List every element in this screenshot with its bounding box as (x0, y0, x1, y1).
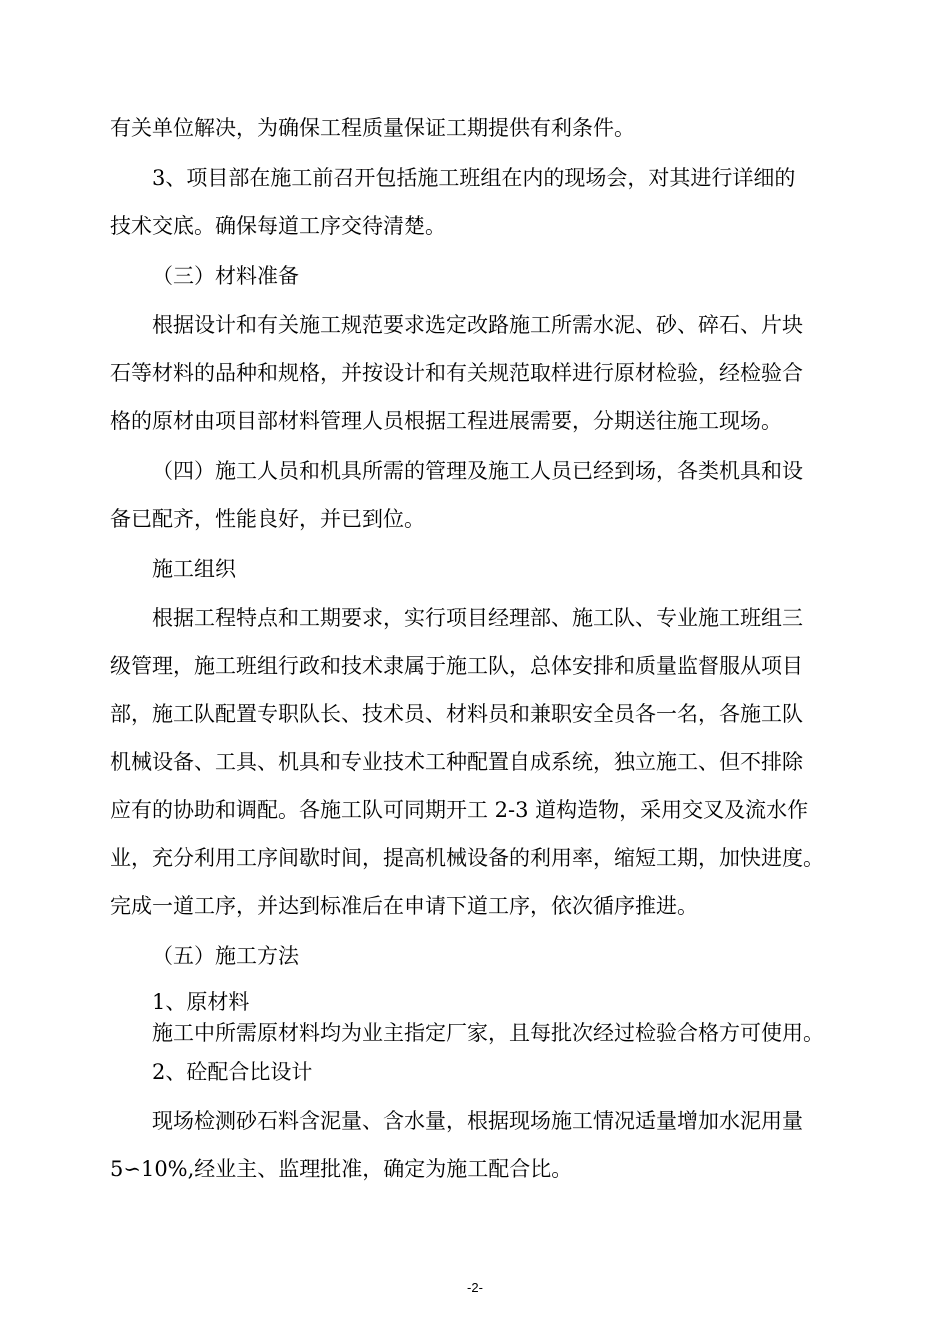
text-line: 有关单位解决，为确保工程质量保证工期提供有利条件。 (110, 116, 635, 140)
subsection-heading: 1、原材料 (152, 990, 250, 1014)
text-line: 完成一道工序，并达到标准后在申请下道工序，依次循序推进。 (110, 894, 698, 918)
text-line: 部，施工队配置专职队长、技术员、材料员和兼职安全员各一名，各施工队 (110, 702, 803, 726)
text-line: 施工中所需原材料均为业主指定厂家，且每批次经过检验合格方可使用。 (152, 1021, 824, 1045)
text-line: 格的原材由项目部材料管理人员根据工程进展需要，分期送往施工现场。 (110, 409, 782, 433)
text-line: 根据设计和有关施工规范要求选定改路施工所需水泥、砂、碎石、片块 (152, 313, 803, 337)
text-line: 3、项目部在施工前召开包括施工班组在内的现场会，对其进行详细的 (152, 166, 796, 190)
subsection-heading: 2、砼配合比设计 (152, 1060, 313, 1084)
text-line: 现场检测砂石料含泥量、含水量，根据现场施工情况适量增加水泥用量 (152, 1109, 803, 1133)
text-line: 根据工程特点和工期要求，实行项目经理部、施工队、专业施工班组三 (152, 606, 803, 630)
text-line: 5∽10%,经业主、监理批准，确定为施工配合比。 (110, 1157, 573, 1181)
section-heading: （四）施工人员和机具所需的管理及施工人员已经到场，各类机具和设 (152, 459, 803, 483)
section-heading: 施工组织 (152, 557, 236, 581)
text-line: 应有的协助和调配。各施工队可同期开工 2-3 道构造物，采用交叉及流水作 (110, 798, 809, 822)
text-line: 备已配齐，性能良好，并已到位。 (110, 507, 425, 531)
text-line: 技术交底。确保每道工序交待清楚。 (110, 214, 446, 238)
page-number: -2- (467, 1280, 483, 1295)
section-heading: （五）施工方法 (152, 944, 299, 968)
text-line: 业，充分利用工序间歇时间，提高机械设备的利用率，缩短工期，加快进度。 (110, 846, 824, 870)
section-heading: （三）材料准备 (152, 264, 299, 288)
text-line: 级管理，施工班组行政和技术隶属于施工队，总体安排和质量监督服从项目 (110, 654, 803, 678)
text-line: 石等材料的品种和规格，并按设计和有关规范取样进行原材检验，经检验合 (110, 361, 803, 385)
text-line: 机械设备、工具、机具和专业技术工种配置自成系统，独立施工、但不排除 (110, 750, 803, 774)
